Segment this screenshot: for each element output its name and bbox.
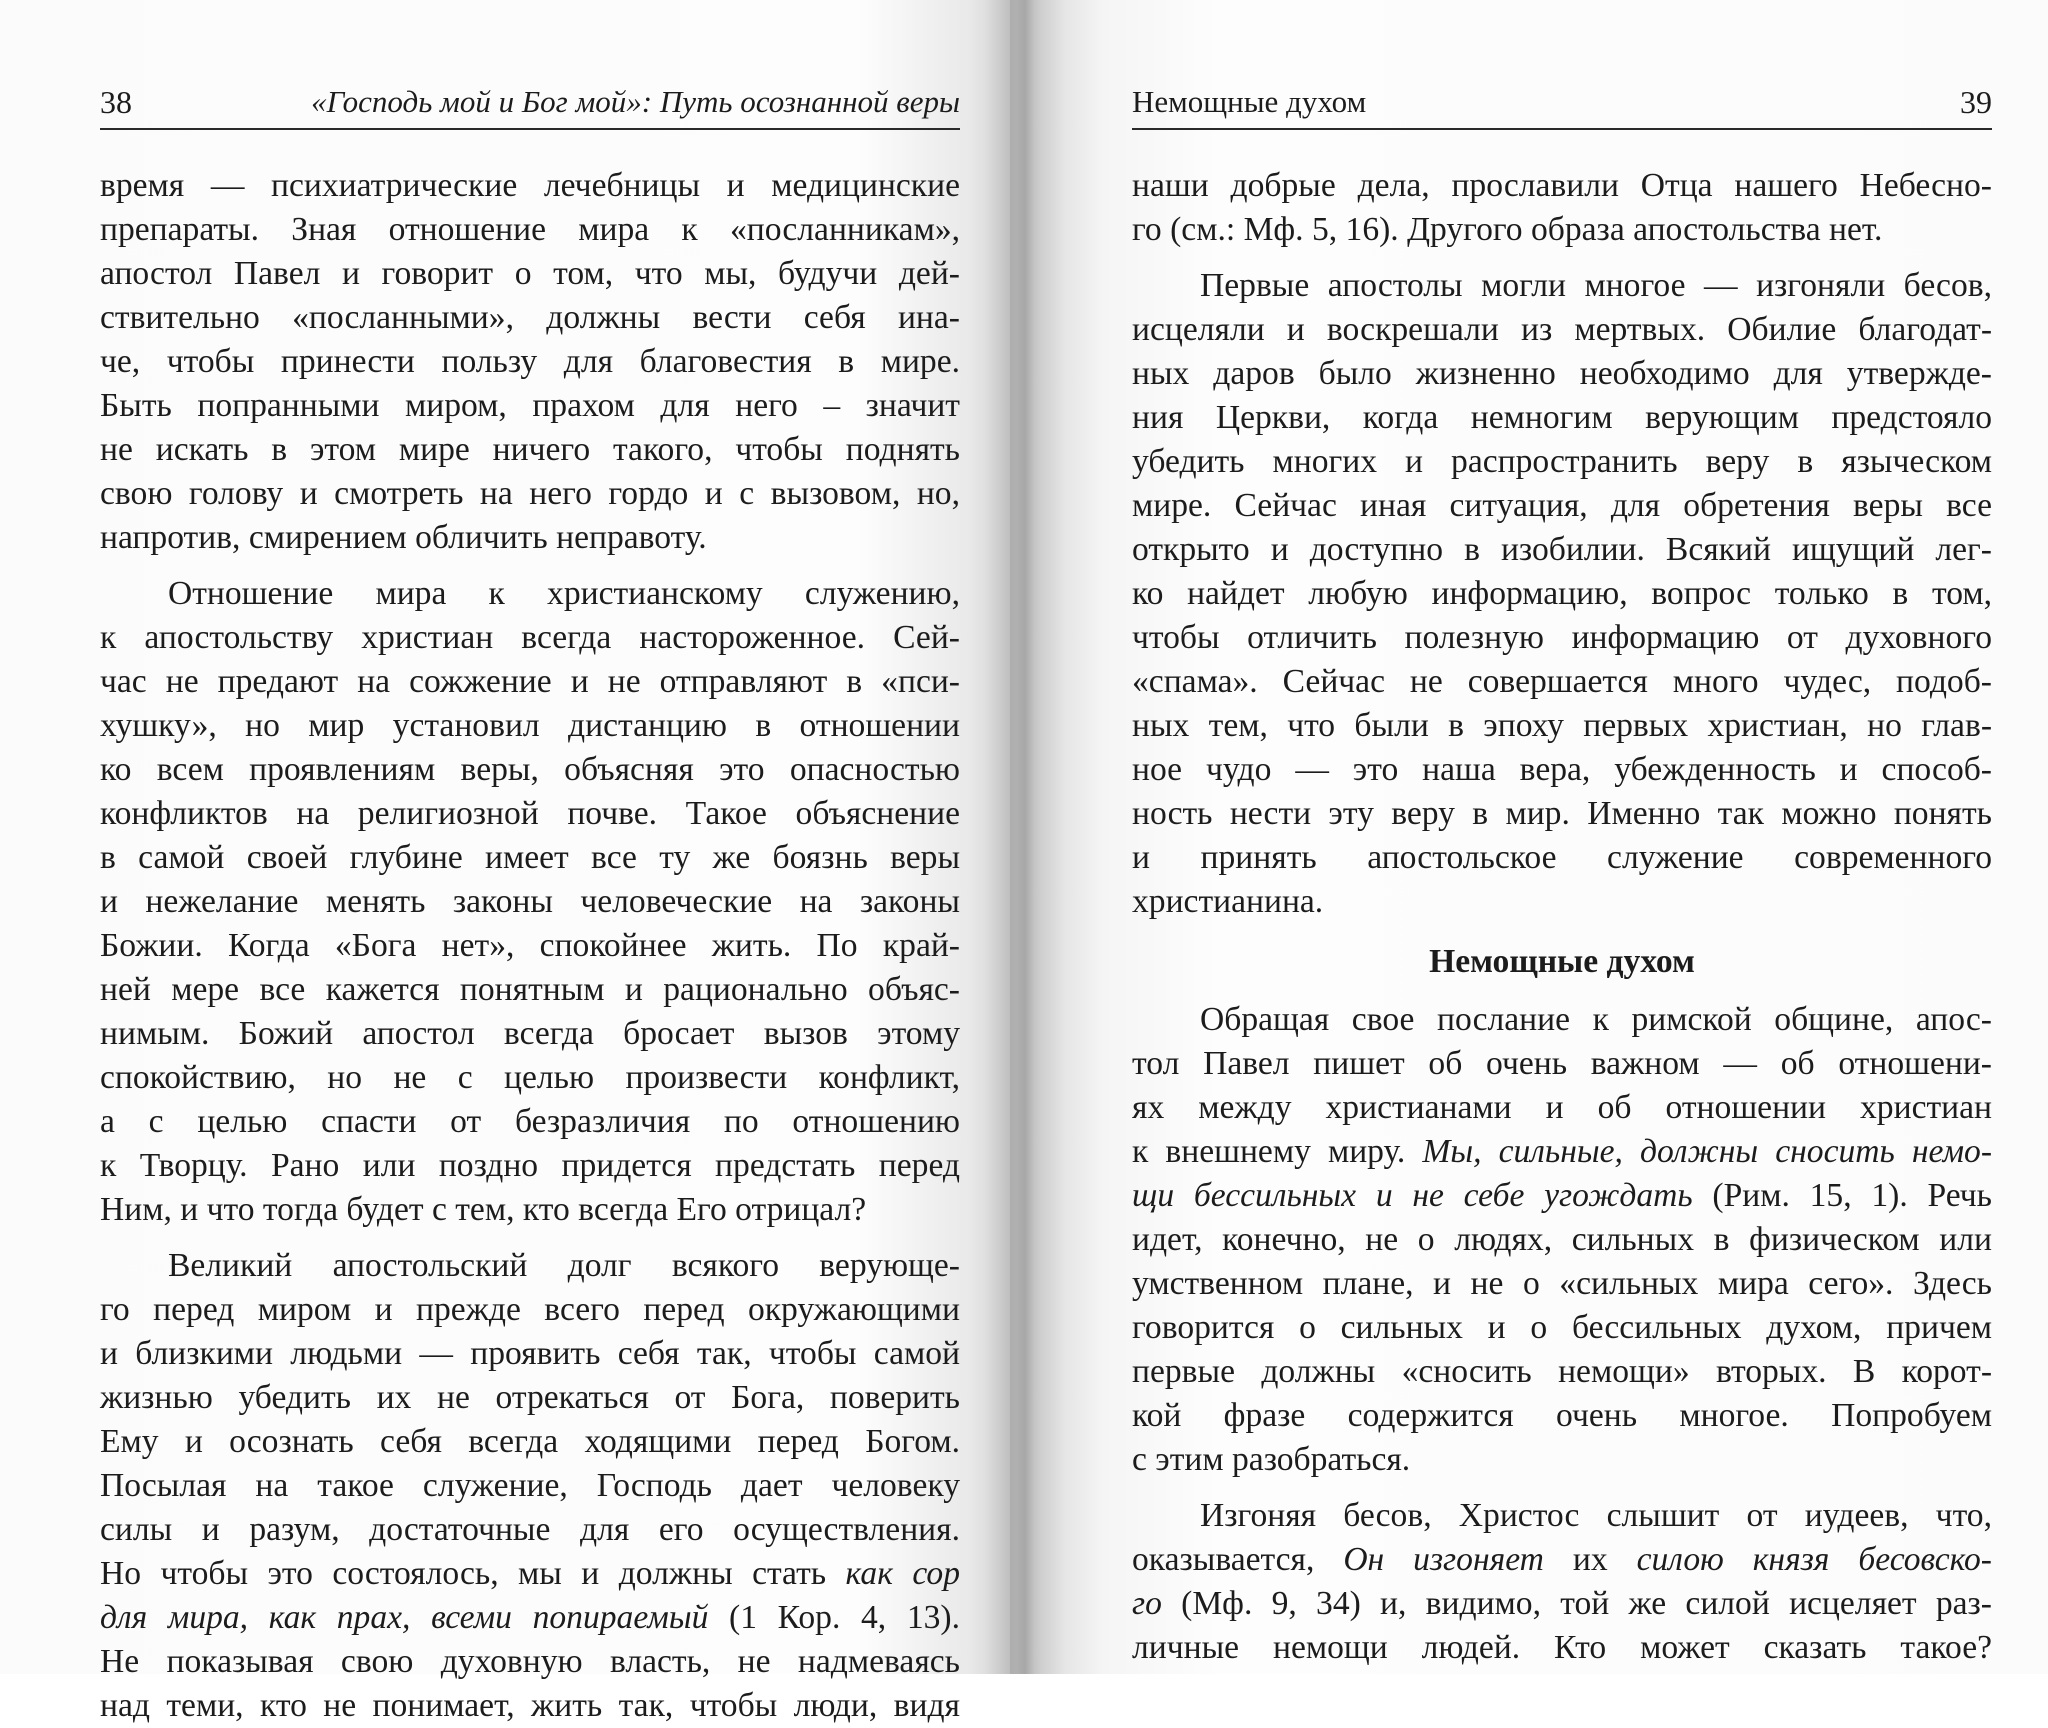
text-line — [100, 164, 960, 208]
text-line — [1132, 704, 1992, 748]
text-segment: а с целью спасти от безразличия по отношению — [100, 1103, 960, 1140]
text-line — [1132, 1626, 1992, 1670]
text-line — [1132, 440, 1992, 484]
text-line — [100, 880, 960, 924]
italic-quote: силою князя бесовско- — [1636, 1541, 1992, 1578]
left-body-text — [100, 164, 960, 1728]
text-segment: напротив, смирением обличить неправоту. — [100, 519, 707, 556]
text-segment: Быть попранными миром, прахом для него – значит — [100, 387, 960, 424]
text-segment: хушку», но мир установил дистанцию в отношении — [100, 707, 960, 744]
text-line — [1132, 164, 1992, 208]
text-line — [1132, 1218, 1992, 1262]
text-line — [1132, 1538, 1992, 1582]
text-line — [100, 384, 960, 428]
text-segment: конфликтов на религиозной почве. Такое объяснение — [100, 795, 960, 832]
text-line — [100, 704, 960, 748]
italic-quote: щи бессильных и не себе угождать — [1132, 1177, 1693, 1214]
text-segment: (Мф. 9, 34) и, видимо, той же силой исцеляет раз- — [1161, 1585, 1992, 1622]
text-segment: жизнью убедить их не отрекаться от Бога, поверить — [100, 1379, 960, 1416]
text-segment: че, чтобы принести пользу для благовестия в мире. — [100, 343, 960, 380]
text-line — [100, 660, 960, 704]
text-line — [100, 1640, 960, 1684]
paragraph-gap — [1132, 252, 1992, 264]
text-line — [1132, 396, 1992, 440]
italic-quote: как сор — [845, 1555, 960, 1592]
text-segment: Отношение мира к христианскому служению, — [168, 575, 960, 612]
text-segment: их — [1543, 1541, 1637, 1578]
text-line — [100, 748, 960, 792]
text-segment: Ним, и что тогда будет с тем, кто всегда Его отрицал? — [100, 1191, 867, 1228]
text-line — [100, 296, 960, 340]
text-segment: (Рим. 15, 1). Речь — [1692, 1177, 1992, 1214]
text-line — [1132, 1086, 1992, 1130]
text-segment: и нежелание менять законы человеческие на законы — [100, 883, 960, 920]
text-line — [1132, 572, 1992, 616]
text-line — [100, 1420, 960, 1464]
text-segment: свою голову и смотреть на него гордо и с вызовом, но, — [100, 475, 960, 512]
text-segment: спокойствию, но не с целью произвести конфликт, — [100, 1059, 960, 1096]
text-segment: не искать в этом мире ничего такого, чтобы поднять — [100, 431, 960, 468]
text-segment: с этим разобраться. — [1132, 1441, 1411, 1478]
text-segment: личные немощи людей. Кто может сказать такое? — [1132, 1629, 1992, 1666]
text-segment: ния Церкви, когда немногим верующим предстояло — [1132, 399, 1992, 436]
text-segment: в самой своей глубине имеет все ту же боязнь веры — [100, 839, 960, 876]
text-segment: Посылая на такое служение, Господь дает человеку — [100, 1467, 960, 1504]
page-number: 38 — [100, 84, 132, 120]
text-segment: говорится о сильных и о бессильных духом, причем — [1132, 1309, 1992, 1346]
text-line — [1132, 484, 1992, 528]
text-line — [100, 1012, 960, 1056]
text-segment: ко найдет любую информацию, вопрос только в том, — [1132, 575, 1992, 612]
text-segment: к внешнему миру. — [1132, 1133, 1423, 1170]
text-segment: ных тем, что были в эпоху первых христиан, но глав- — [1132, 707, 1992, 744]
running-title: Немощные духом — [1132, 84, 1367, 119]
text-line — [100, 1508, 960, 1552]
text-line — [100, 208, 960, 252]
paragraph-gap — [100, 560, 960, 572]
text-line — [1132, 880, 1992, 924]
left-running-head — [100, 84, 960, 130]
text-segment: первые должны «сносить немощи» вторых. В корот- — [1132, 1353, 1992, 1390]
text-line — [1132, 208, 1992, 252]
text-line — [1132, 748, 1992, 792]
text-segment: ное чудо — это наша вера, убежденность и способ- — [1132, 751, 1992, 788]
text-line — [1132, 1306, 1992, 1350]
text-segment: кой фразе содержится очень многое. Попробуем — [1132, 1397, 1992, 1434]
text-line — [1132, 1174, 1992, 1218]
text-segment: время — психиатрические лечебницы и медицинские — [100, 167, 960, 204]
text-segment: христианина. — [1132, 883, 1324, 920]
text-line — [100, 1244, 960, 1288]
text-line — [100, 616, 960, 660]
right-running-head — [1132, 84, 1992, 130]
text-segment: го перед миром и прежде всего перед окружающими — [100, 1291, 960, 1328]
text-segment: «спама». Сейчас не совершается много чудес, подоб- — [1132, 663, 1992, 700]
text-line — [1132, 1582, 1992, 1626]
text-segment: исцеляли и воскрешали из мертвых. Обилие благодат- — [1132, 311, 1992, 348]
text-segment: и близкими людьми — проявить себя так, чтобы самой — [100, 1335, 960, 1372]
text-segment: мире. Сейчас иная ситуация, для обретения веры все — [1132, 487, 1992, 524]
text-line — [1132, 792, 1992, 836]
text-line — [100, 1332, 960, 1376]
italic-quote: го — [1132, 1585, 1162, 1622]
text-segment: Великий апостольский долг всякого верующе- — [168, 1247, 960, 1284]
text-line — [1132, 1494, 1992, 1538]
text-line — [100, 1056, 960, 1100]
text-line — [1132, 1262, 1992, 1306]
text-line — [100, 1596, 960, 1640]
text-segment: и принять апостольское служение современного — [1132, 839, 1992, 876]
text-segment: тол Павел пишет об очень важном — об отношени- — [1132, 1045, 1992, 1082]
text-segment: Ему и осознать себя всегда ходящими перед Богом. — [100, 1423, 960, 1460]
text-segment: убедить многих и распространить веру в языческом — [1132, 443, 1992, 480]
text-line — [1132, 1042, 1992, 1086]
running-title: «Господь мой и Бог мой»: Путь осознанной веры — [311, 84, 960, 119]
text-line — [100, 252, 960, 296]
text-segment: ях между христианами и об отношении христиан — [1132, 1089, 1992, 1126]
text-line — [1132, 1130, 1992, 1174]
text-line — [100, 1288, 960, 1332]
text-segment: час не предают на сожжение и не отправляют в «пси- — [100, 663, 960, 700]
text-segment: Обращая свое послание к римской общине, апос- — [1200, 1001, 1992, 1038]
text-segment: ко всем проявлениям веры, объясняя это опасностью — [100, 751, 960, 788]
text-line — [1132, 528, 1992, 572]
text-line — [100, 472, 960, 516]
text-line — [100, 1464, 960, 1508]
text-line — [1132, 660, 1992, 704]
text-line — [100, 836, 960, 880]
text-segment: силы и разум, достаточные для его осуществления. — [100, 1511, 960, 1548]
text-segment: Не показывая свою духовную власть, не надмеваясь — [100, 1643, 960, 1680]
text-line — [100, 428, 960, 472]
text-line — [1132, 1394, 1992, 1438]
italic-quote: Мы, сильные, должны сносить немо- — [1422, 1133, 1992, 1170]
text-line — [100, 340, 960, 384]
text-line — [1132, 352, 1992, 396]
text-line — [100, 1376, 960, 1420]
text-line — [1132, 998, 1992, 1042]
text-segment: Но чтобы это состоялось, мы и должны стать — [100, 1555, 846, 1592]
text-segment: го (см.: Мф. 5, 16). Другого образа апостольства нет. — [1132, 211, 1883, 248]
text-line — [1132, 836, 1992, 880]
text-segment: к Творцу. Рано или поздно придется предстать перед — [100, 1147, 960, 1184]
text-segment: ствительно «посланными», должны вести себя ина- — [100, 299, 960, 336]
text-line — [100, 572, 960, 616]
text-line — [1132, 308, 1992, 352]
text-line — [1132, 616, 1992, 660]
text-segment: идет, конечно, не о людях, сильных в физическом или — [1132, 1221, 1992, 1258]
text-segment: ных даров было жизненно необходимо для утвержде- — [1132, 355, 1992, 392]
page-number: 39 — [1960, 84, 1992, 120]
paragraph-gap — [1132, 1482, 1992, 1494]
text-segment: Первые апостолы могли многое — изгоняли бесов, — [1200, 267, 1992, 304]
text-segment: (1 Кор. 4, 13). — [708, 1599, 960, 1636]
text-line — [100, 1100, 960, 1144]
text-segment: умственном плане, и не о «сильных мира сего». Здесь — [1132, 1265, 1992, 1302]
text-segment: наши добрые дела, прославили Отца нашего Небесно- — [1132, 167, 1992, 204]
text-segment: Божии. Когда «Бога нет», спокойнее жить. По край- — [100, 927, 960, 964]
text-line — [100, 924, 960, 968]
italic-quote: Он изгоняет — [1343, 1541, 1544, 1578]
text-line — [1132, 264, 1992, 308]
text-segment: к апостольству христиан всегда настороженное. Сей- — [100, 619, 960, 656]
text-segment: ность нести эту веру в мир. Именно так можно понять — [1132, 795, 1992, 832]
text-line — [100, 1144, 960, 1188]
text-segment: оказывается, — [1132, 1541, 1344, 1578]
right-body-text — [1132, 164, 1992, 1670]
text-segment: чтобы отличить полезную информацию от духовного — [1132, 619, 1992, 656]
paragraph-gap — [100, 1232, 960, 1244]
text-segment: ней мере все кажется понятным и рационально объяс- — [100, 971, 960, 1008]
text-line — [1132, 1438, 1992, 1482]
text-line — [100, 968, 960, 1012]
text-line — [100, 1684, 960, 1728]
text-line — [1132, 1350, 1992, 1394]
text-segment: нимым. Божий апостол всегда бросает вызов этому — [100, 1015, 960, 1052]
section-heading: Немощные духом — [1429, 943, 1695, 980]
text-segment: Изгоняя бесов, Христос слышит от иудеев, что, — [1200, 1497, 1992, 1534]
italic-quote: для мира, как прах, всеми попираемый — [100, 1599, 709, 1636]
text-line — [100, 792, 960, 836]
text-line — [100, 516, 960, 560]
text-line — [100, 1552, 960, 1596]
text-segment: апостол Павел и говорит о том, что мы, будучи дей- — [100, 255, 960, 292]
text-segment: препараты. Зная отношение мира к «посланникам», — [100, 211, 960, 248]
text-line — [100, 1188, 960, 1232]
text-segment: открыто и доступно в изобилии. Всякий ищущий лег- — [1132, 531, 1992, 568]
text-segment: над теми, кто не понимает, жить так, чтобы люди, видя — [100, 1687, 960, 1724]
